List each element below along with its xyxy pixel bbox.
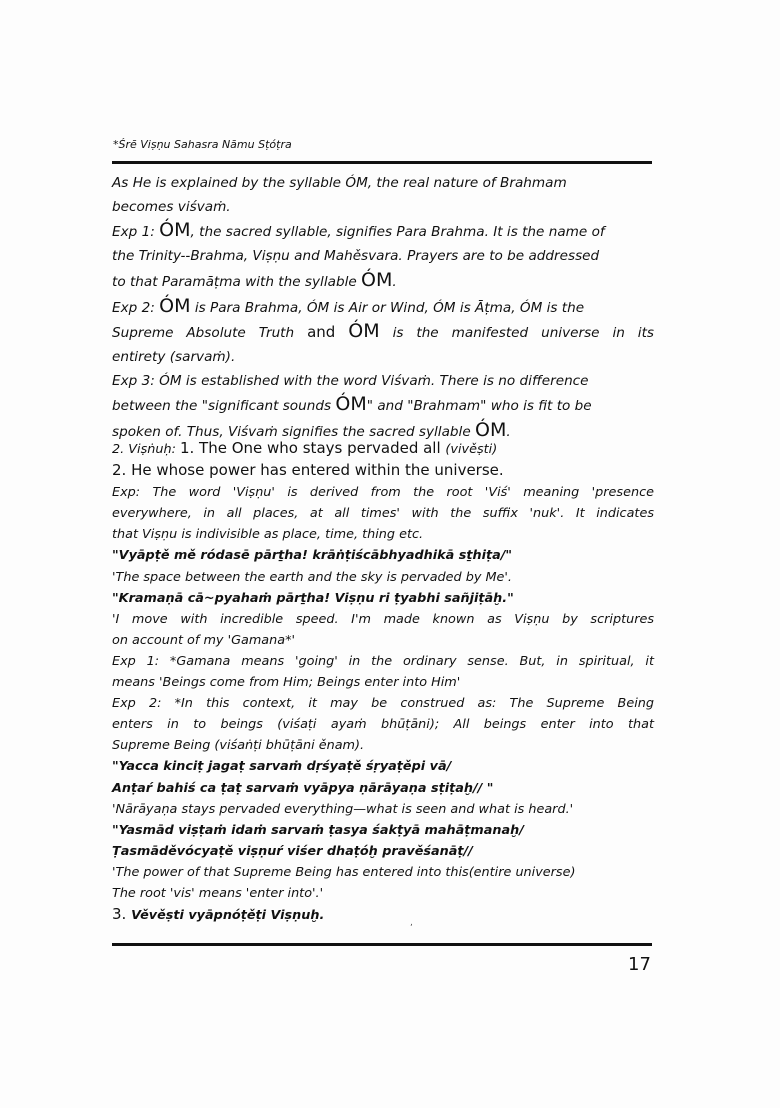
- text-line: [112, 245, 654, 269]
- header-rule: [112, 161, 652, 164]
- text-segment: The root 'vis' means 'enter into'.': [112, 885, 324, 901]
- text-segment: and: [307, 323, 336, 342]
- text-segment: Anṭaŕ bahiś ca ṭaṭ sarvaṁ vyāpya ṇārāyaṇa sṭiṭaḫ// ": [112, 780, 494, 796]
- text-segment: on account of my 'Gamana*': [112, 632, 296, 648]
- text-segment: 'The power of that Supreme Being has entered into this(entire universe): [112, 864, 576, 880]
- text-line: [112, 862, 654, 883]
- vishnu-explanation-block: [112, 438, 654, 926]
- text-segment: is the manifested universe in its: [379, 325, 654, 342]
- text-segment: .: [392, 273, 397, 290]
- text-segment: is Para Brahma, ÓM is Air or Wind, ÓM is Āṭma, ÓM is the: [190, 299, 585, 316]
- text-segment: becomes viśvaṁ.: [112, 198, 231, 215]
- text-segment: 1. The One who stays pervaded all: [179, 439, 446, 457]
- text-segment: " and "Brahmam" who is fit to be: [366, 398, 592, 415]
- running-head: *Śrē Viṣṇu Sahasra Nāmu Sṭóṭra: [113, 138, 292, 151]
- text-segment: 2. He whose power has entered within the universe.: [112, 461, 504, 480]
- text-segment: to that Paramāṭma with the syllable: [112, 273, 362, 290]
- text-line: [112, 588, 654, 609]
- text-line: [112, 778, 654, 799]
- text-line: [112, 545, 654, 566]
- text-segment: Exp 2: *In this context, it may be construed as: The Supreme Being: [112, 696, 654, 712]
- text-line: [112, 609, 654, 630]
- text-line: [112, 346, 654, 370]
- text-line: [112, 460, 654, 482]
- text-line: [112, 393, 654, 419]
- text-segment: .: [506, 424, 511, 441]
- text-segment: between the "significant sounds: [112, 398, 336, 415]
- text-segment: "Yacca kinciṭ jagaṭ sarvaṁ dṛśyaṭě śṛyaṭěpi vā/: [112, 759, 452, 775]
- text-segment: ÓM: [335, 393, 367, 416]
- scan-mark: ,: [410, 918, 413, 928]
- text-segment: Exp 3: ÓM is established with the word Viśvaṁ. There is no difference: [112, 372, 589, 389]
- text-line: [112, 651, 654, 672]
- text-line: [112, 219, 654, 245]
- text-segment: Exp: The word 'Viṣṇu' is derived from the root 'Viś' meaning 'presence: [112, 485, 654, 501]
- text-line: [112, 693, 654, 714]
- text-line: [112, 841, 654, 862]
- text-line: [112, 295, 654, 321]
- text-line: [112, 438, 654, 460]
- text-segment: 'Nārāyaṇa stays pervaded everything—what is seen and what is heard.': [112, 801, 574, 817]
- text-line: [112, 904, 654, 926]
- text-segment: 2. Viṣṅuḥ:: [112, 442, 180, 457]
- text-segment: enters in to beings (viśaṭi ayaṁ bhūṭāni); All beings enter into that: [112, 717, 654, 733]
- text-segment: ÓM: [348, 320, 380, 343]
- text-line: [112, 714, 654, 735]
- text-line: [112, 630, 654, 651]
- text-line: [112, 735, 654, 756]
- text-line: [112, 524, 654, 545]
- text-line: [112, 567, 654, 588]
- text-segment: [335, 325, 348, 341]
- text-segment: ÓM: [159, 219, 191, 242]
- text-segment: Exp 1:: [112, 224, 160, 241]
- text-segment: Exp 2:: [112, 299, 160, 316]
- om-explanation-block: [112, 172, 654, 445]
- text-line: [112, 196, 654, 220]
- text-line: [112, 370, 654, 394]
- text-segment: ÓM: [475, 419, 507, 442]
- text-line: [112, 820, 654, 841]
- text-line: [112, 883, 654, 904]
- text-line: [112, 320, 654, 346]
- text-segment: "Kramaṇā cā~pyahaṁ pārṯha! Viṣṇu ri ṭyabhi sañjiṭāḫ.": [112, 590, 514, 606]
- text-segment: "Vyāpṭě mě ródasē pārṯha! krāṅṭiścābhyadhikā sṯhiṭa/": [112, 548, 513, 564]
- text-segment: "Yasmād viṣṭaṁ idaṁ sarvaṁ ṭasya śakṭyā mahāṭmanaḫ/: [112, 822, 524, 838]
- footer-rule: [112, 943, 652, 946]
- text-segment: means 'Beings come from Him; Beings enter into Him': [112, 675, 461, 691]
- text-segment: (vivěṣti): [445, 442, 498, 457]
- text-segment: everywhere, in all places, at all times' with the suffix 'nuk'. It indicates: [112, 506, 654, 522]
- text-segment: ÓM: [361, 268, 393, 291]
- text-segment: Supreme Being (viśaṅṭi bhūṭāni ěnam).: [112, 738, 365, 754]
- text-segment: entirety (sarvaṁ).: [112, 348, 236, 365]
- text-segment: ÓM: [159, 294, 191, 317]
- text-segment: Exp 1: *Gamana means 'going' in the ordinary sense. But, in spiritual, it: [112, 653, 654, 669]
- text-segment: the Trinity--Brahma, Viṣṇu and Mahěsvara. Prayers are to be addressed: [112, 248, 600, 265]
- text-line: [112, 172, 654, 196]
- text-line: [112, 799, 654, 820]
- text-segment: As He is explained by the syllable ÓM, the real nature of Brahmam: [112, 175, 567, 191]
- text-segment: that Viṣṇu is indivisible as place, time, thing etc.: [112, 527, 424, 543]
- page-number: 17: [628, 954, 651, 975]
- text-segment: , the sacred syllable, signifies Para Brahma. It is the name of: [190, 224, 605, 241]
- text-line: [112, 269, 654, 295]
- text-line: [112, 756, 654, 777]
- text-segment: Věvěṣti vyāpnóṭěṭi Viṣṇuḫ.: [131, 908, 325, 924]
- text-segment: Supreme Absolute Truth: [112, 325, 308, 342]
- text-segment: 3.: [112, 905, 132, 924]
- text-segment: spoken of. Thus, Viśvaṁ signifies the sacred syllable: [112, 424, 476, 441]
- text-line: [112, 672, 654, 693]
- text-segment: Ṭasmāděvócyaṭě viṣṇuŕ viśer dhaṭóḫ pravěśanāṭ//: [112, 843, 473, 859]
- text-line: [112, 503, 654, 524]
- text-segment: 'The space between the earth and the sky is pervaded by Me'.: [112, 569, 512, 585]
- text-line: [112, 482, 654, 503]
- text-segment: 'I move with incredible speed. I'm made known as Viṣṇu by scriptures: [112, 611, 654, 627]
